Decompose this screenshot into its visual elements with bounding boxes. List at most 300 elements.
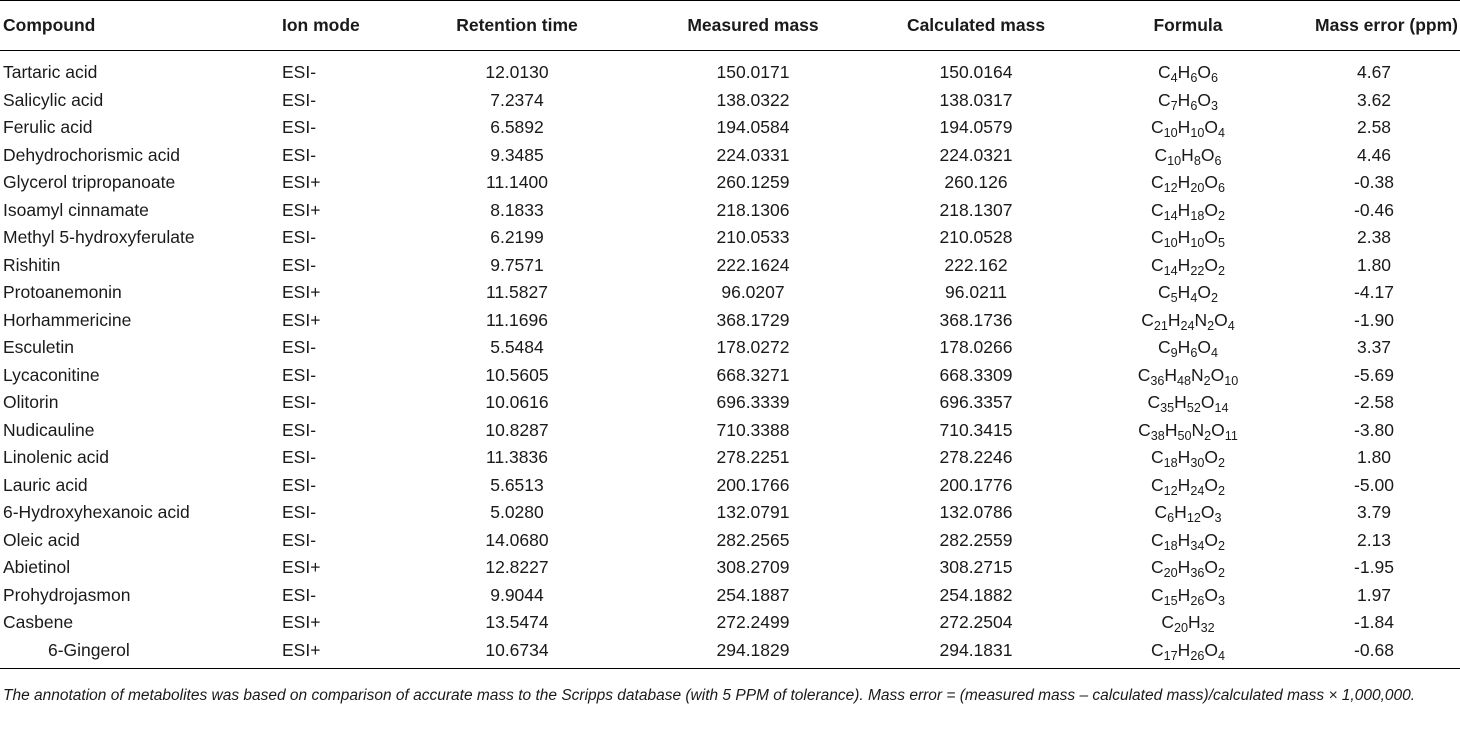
- formula-element: H: [1177, 584, 1191, 605]
- compound-cell: Dehydrochorismic acid: [3, 144, 181, 165]
- calculated-mass-cell: 132.0786: [939, 502, 1013, 523]
- mass-error-cell: 1.80: [1356, 447, 1392, 468]
- formula-subscript: 2: [1217, 456, 1225, 471]
- formula-cell: [1088, 582, 1288, 610]
- table-header: [0, 1, 1460, 51]
- formula-subscript: 2: [1217, 566, 1225, 581]
- measured-mass-cell: 200.1766: [716, 474, 790, 495]
- calculated-mass-cell: 218.1307: [939, 199, 1013, 220]
- formula-subscript: 2: [1217, 538, 1225, 553]
- ion-mode-cell: ESI-: [282, 364, 317, 385]
- formula-element: C: [1158, 89, 1171, 110]
- formula-element: C: [1151, 529, 1164, 550]
- formula-cell: [1088, 472, 1288, 500]
- formula-cell: [1088, 334, 1288, 362]
- ion-mode-cell: ESI-: [282, 227, 317, 248]
- table-row: [0, 87, 1460, 115]
- formula-cell: [1088, 499, 1288, 527]
- formula-subscript: 10: [1163, 126, 1178, 141]
- table-row: [0, 307, 1460, 335]
- formula-cell: [1088, 554, 1288, 582]
- ion-mode-cell: ESI-: [282, 502, 317, 523]
- measured-mass-cell: 282.2565: [716, 529, 790, 550]
- formula-subscript: 2: [1204, 428, 1212, 443]
- compound-cell: Salicylic acid: [3, 89, 104, 110]
- formula-element: H: [1164, 364, 1177, 385]
- formula-cell: [1088, 87, 1288, 115]
- measured-mass-cell: 294.1829: [642, 637, 864, 669]
- formula-element: O: [1197, 89, 1211, 110]
- ion-mode-cell: ESI-: [282, 419, 317, 440]
- compound-cell: Rishitin: [3, 254, 61, 275]
- formula-subscript: 18: [1190, 208, 1205, 223]
- formula-subscript: 4: [1227, 318, 1235, 333]
- calculated-mass-cell: 200.1776: [939, 474, 1013, 495]
- formula-subscript: 17: [1163, 648, 1178, 663]
- calculated-mass-cell: 224.0321: [939, 144, 1013, 165]
- formula-element: C: [1151, 227, 1164, 248]
- formula-subscript: 6: [1210, 71, 1218, 86]
- formula-subscript: 7: [1170, 98, 1178, 113]
- formula-element: O: [1204, 474, 1218, 495]
- formula-subscript: 4: [1190, 291, 1198, 306]
- retention-time-cell: 6.2199: [490, 227, 544, 248]
- retention-time-cell: 12.0130: [485, 62, 549, 83]
- measured-mass-cell: 696.3339: [716, 392, 790, 413]
- formula-element: C: [1151, 557, 1164, 578]
- mass-error-cell: 3.62: [1356, 89, 1392, 110]
- calculated-mass-cell: 668.3309: [939, 364, 1013, 385]
- formula-subscript: 14: [1214, 401, 1229, 416]
- table-row: [0, 417, 1460, 445]
- mass-error-cell: 1.80: [1356, 254, 1392, 275]
- formula-subscript: 24: [1180, 318, 1195, 333]
- retention-time-cell: 7.2374: [490, 89, 544, 110]
- retention-time-cell: 5.0280: [490, 502, 544, 523]
- formula-element: H: [1174, 392, 1187, 413]
- measured-mass-cell: 668.3271: [716, 364, 790, 385]
- ion-mode-cell: ESI-: [282, 89, 317, 110]
- formula-element: O: [1197, 282, 1211, 303]
- formula-element: C: [1158, 282, 1171, 303]
- formula-element: H: [1177, 89, 1191, 110]
- formula-element: O: [1214, 309, 1228, 330]
- formula-element: H: [1177, 172, 1191, 193]
- calculated-mass-cell: 368.1736: [939, 309, 1013, 330]
- ion-mode-cell: ESI-: [282, 447, 317, 468]
- compound-cell: Glycerol tripropanoate: [3, 172, 176, 193]
- measured-mass-cell: 272.2499: [716, 612, 790, 633]
- formula-subscript: 6: [1190, 98, 1198, 113]
- compound-cell: Tartaric acid: [3, 62, 98, 83]
- compound-cell: Ferulic acid: [3, 117, 93, 138]
- formula-element: C: [1141, 309, 1154, 330]
- ion-mode-cell: ESI+: [282, 557, 321, 578]
- retention-time-cell: 10.0616: [485, 392, 549, 413]
- ion-mode-cell: ESI+: [280, 637, 392, 669]
- formula-element: H: [1177, 254, 1191, 275]
- formula-subscript: 6: [1167, 511, 1175, 526]
- mass-error-cell: -1.84: [1354, 612, 1394, 633]
- formula-cell: [1088, 279, 1288, 307]
- formula-subscript: 2: [1217, 483, 1225, 498]
- table-row: [0, 252, 1460, 280]
- formula-subscript: 6: [1217, 181, 1225, 196]
- formula-element: H: [1177, 529, 1191, 550]
- formula-subscript: 52: [1186, 401, 1201, 416]
- formula-element: C: [1151, 474, 1164, 495]
- measured-mass-cell: 368.1729: [716, 309, 790, 330]
- formula-subscript: 20: [1163, 566, 1178, 581]
- formula-subscript: 22: [1190, 263, 1205, 278]
- table-row: [0, 169, 1460, 197]
- formula-element: O: [1210, 364, 1225, 385]
- formula-element: O: [1200, 502, 1215, 523]
- formula-cell: [1088, 114, 1288, 142]
- formula-subscript: 26: [1190, 648, 1205, 663]
- formula-subscript: 38: [1150, 428, 1165, 443]
- formula-element: O: [1200, 392, 1215, 413]
- measured-mass-cell: 218.1306: [716, 199, 790, 220]
- measured-mass-cell: 254.1887: [716, 584, 790, 605]
- table-row: [0, 197, 1460, 225]
- formula-element: O: [1204, 117, 1218, 138]
- formula-cell: [1088, 142, 1288, 170]
- formula-subscript: 18: [1163, 538, 1178, 553]
- calculated-mass-cell: 278.2246: [939, 447, 1013, 468]
- ion-mode-cell: ESI-: [282, 117, 317, 138]
- retention-time-cell: 10.5605: [485, 364, 549, 385]
- calculated-mass-cell: 178.0266: [939, 337, 1013, 358]
- ion-mode-cell: ESI+: [282, 612, 321, 633]
- compound-cell: 6-Gingerol: [0, 637, 280, 669]
- compound-cell: Casbene: [3, 612, 74, 633]
- formula-element: O: [1204, 557, 1218, 578]
- formula-subscript: 6: [1214, 153, 1222, 168]
- mass-error-cell: -3.80: [1354, 419, 1394, 440]
- formula-element: C: [1151, 254, 1164, 275]
- ion-mode-cell: ESI-: [282, 62, 317, 83]
- formula-element: C: [1151, 639, 1164, 660]
- formula-element: H: [1181, 144, 1194, 165]
- formula-subscript: 15: [1163, 593, 1178, 608]
- formula-subscript: 10: [1190, 236, 1205, 251]
- header-ion-mode: Ion mode: [280, 1, 392, 51]
- compound-cell: Lycaconitine: [3, 364, 100, 385]
- formula-subscript: 12: [1163, 181, 1178, 196]
- calculated-mass-cell: 150.0164: [939, 62, 1013, 83]
- table-row: [0, 389, 1460, 417]
- retention-time-cell: 10.8287: [485, 419, 549, 440]
- formula-subscript: 14: [1163, 208, 1178, 223]
- formula-subscript: 10: [1163, 236, 1178, 251]
- retention-time-cell: 12.8227: [485, 557, 549, 578]
- compound-cell: Nudicauline: [3, 419, 95, 440]
- formula-element: N: [1194, 309, 1208, 330]
- measured-mass-cell: 222.1624: [716, 254, 790, 275]
- compound-cell: 6-Hydroxyhexanoic acid: [3, 502, 190, 523]
- mass-error-cell: 3.37: [1356, 337, 1392, 358]
- formula-element: H: [1167, 309, 1181, 330]
- header-mass-error: Mass error (ppm): [1288, 1, 1460, 51]
- formula-subscript: 5: [1217, 236, 1225, 251]
- mass-error-cell: 2.13: [1356, 529, 1392, 550]
- formula-subscript: 2: [1210, 291, 1218, 306]
- retention-time-cell: 11.1696: [486, 309, 548, 330]
- formula-subscript: 10: [1190, 126, 1205, 141]
- ion-mode-cell: ESI+: [282, 172, 321, 193]
- formula-element: C: [1151, 172, 1164, 193]
- calculated-mass-cell: 282.2559: [939, 529, 1013, 550]
- mass-error-cell: 4.46: [1356, 144, 1392, 165]
- table-row: [0, 362, 1460, 390]
- formula-element: C: [1161, 612, 1174, 633]
- formula-subscript: 14: [1163, 263, 1178, 278]
- formula-cell: [1088, 307, 1288, 335]
- formula-subscript: 3: [1214, 511, 1222, 526]
- mass-error-cell: 1.97: [1356, 584, 1392, 605]
- table-row: [0, 51, 1460, 87]
- measured-mass-cell: 308.2709: [716, 557, 790, 578]
- formula-cell: [1088, 609, 1288, 637]
- compound-cell: Oleic acid: [3, 529, 80, 550]
- formula-subscript: 12: [1163, 483, 1178, 498]
- formula-element: C: [1151, 584, 1164, 605]
- formula-element: O: [1204, 529, 1218, 550]
- retention-time-cell: 11.1400: [486, 172, 548, 193]
- formula-element: H: [1177, 62, 1191, 83]
- table-footnote: The annotation of metabolites was based on comparison of accurate mass to the Scripps database (with 5 PPM of tolerance). Mass error = (measured mass – calculated mass)/calculated mass × 1,000,000.: [3, 687, 1416, 704]
- formula-element: H: [1177, 639, 1191, 660]
- mass-error-cell: -1.90: [1354, 309, 1394, 330]
- retention-time-cell: 6.5892: [490, 117, 544, 138]
- mass-error-cell: 3.79: [1356, 502, 1392, 523]
- calculated-mass-cell: 260.126: [944, 172, 1008, 193]
- formula-subscript: 10: [1224, 373, 1239, 388]
- formula-subscript: 4: [1170, 71, 1178, 86]
- measured-mass-cell: 224.0331: [716, 144, 790, 165]
- formula-element: C: [1151, 199, 1164, 220]
- formula-element: C: [1154, 502, 1168, 523]
- table-row: [0, 224, 1460, 252]
- formula-element: O: [1211, 419, 1225, 440]
- mass-error-cell: -0.38: [1354, 172, 1394, 193]
- compound-cell: Prohydrojasmon: [3, 584, 131, 605]
- formula-subscript: 21: [1153, 318, 1168, 333]
- formula-cell: [1088, 389, 1288, 417]
- formula-subscript: 9: [1170, 346, 1178, 361]
- formula-cell: [1088, 51, 1288, 87]
- formula-subscript: 36: [1150, 373, 1165, 388]
- formula-element: N: [1191, 419, 1205, 440]
- calculated-mass-cell: 696.3357: [939, 392, 1013, 413]
- header-compound: Compound: [0, 1, 280, 51]
- formula-element: H: [1177, 447, 1191, 468]
- calculated-mass-cell: 96.0211: [945, 282, 1007, 303]
- formula-element: C: [1138, 419, 1151, 440]
- formula-subscript: 20: [1190, 181, 1205, 196]
- ion-mode-cell: ESI-: [282, 529, 317, 550]
- calculated-mass-cell: 222.162: [944, 254, 1008, 275]
- retention-time-cell: 9.7571: [490, 254, 544, 275]
- retention-time-cell: 9.9044: [490, 584, 544, 605]
- mass-error-cell: 2.58: [1356, 117, 1392, 138]
- calculated-mass-cell: 710.3415: [939, 419, 1013, 440]
- table-body: [0, 51, 1460, 669]
- table-row: [0, 142, 1460, 170]
- formula-element: O: [1204, 227, 1218, 248]
- formula-element: C: [1137, 364, 1151, 385]
- formula-subscript: 2: [1207, 318, 1215, 333]
- formula-subscript: 3: [1217, 593, 1225, 608]
- table-row: [0, 554, 1460, 582]
- measured-mass-cell: 260.1259: [716, 172, 790, 193]
- retention-time-cell: 5.6513: [490, 474, 544, 495]
- formula-element: O: [1204, 172, 1218, 193]
- table-row: [0, 637, 1460, 669]
- formula-element: H: [1164, 419, 1178, 440]
- table-row: [0, 499, 1460, 527]
- mass-error-cell: 2.38: [1356, 227, 1392, 248]
- formula-element: O: [1204, 199, 1218, 220]
- retention-time-cell: 11.5827: [486, 282, 548, 303]
- table-row: [0, 472, 1460, 500]
- formula-cell: [1088, 197, 1288, 225]
- header-measured-mass: Measured mass: [642, 1, 864, 51]
- retention-time-cell: 8.1833: [490, 199, 544, 220]
- ion-mode-cell: ESI-: [282, 254, 317, 275]
- formula-element: C: [1158, 62, 1171, 83]
- formula-subscript: 5: [1170, 291, 1178, 306]
- mass-error-cell: -1.95: [1354, 557, 1394, 578]
- ion-mode-cell: ESI-: [282, 474, 317, 495]
- table-row: [0, 527, 1460, 555]
- measured-mass-cell: 150.0171: [716, 62, 790, 83]
- compound-cell: Linolenic acid: [3, 447, 110, 468]
- header-retention-time: Retention time: [392, 1, 642, 51]
- measured-mass-cell: 138.0322: [716, 89, 790, 110]
- formula-element: O: [1204, 639, 1218, 660]
- compound-cell: Isoamyl cinnamate: [3, 199, 149, 220]
- formula-subscript: 6: [1190, 346, 1198, 361]
- mass-error-cell: -0.68: [1288, 637, 1460, 669]
- formula-cell: [1088, 444, 1288, 472]
- compound-cell: Olitorin: [3, 392, 59, 413]
- ion-mode-cell: ESI-: [282, 584, 317, 605]
- compound-cell: Protoanemonin: [3, 282, 122, 303]
- mass-error-cell: -5.69: [1354, 364, 1394, 385]
- compound-cell: Esculetin: [3, 337, 75, 358]
- formula-element: H: [1177, 474, 1191, 495]
- formula-subscript: 2: [1203, 373, 1211, 388]
- header-row: [0, 1, 1460, 51]
- formula-cell: [1088, 417, 1288, 445]
- formula-cell: [1088, 637, 1288, 669]
- formula-cell: [1088, 362, 1288, 390]
- formula-element: H: [1177, 199, 1191, 220]
- formula-element: O: [1204, 584, 1218, 605]
- formula-subscript: 26: [1190, 593, 1205, 608]
- calculated-mass-cell: 138.0317: [939, 89, 1013, 110]
- formula-element: H: [1177, 227, 1191, 248]
- formula-subscript: 35: [1160, 401, 1175, 416]
- formula-subscript: 30: [1190, 456, 1205, 471]
- formula-element: H: [1177, 117, 1191, 138]
- formula-subscript: 36: [1190, 566, 1205, 581]
- formula-cell: [1088, 224, 1288, 252]
- measured-mass-cell: 178.0272: [716, 337, 790, 358]
- formula-element: O: [1204, 254, 1218, 275]
- formula-element: C: [1151, 447, 1164, 468]
- calculated-mass-cell: 254.1882: [939, 584, 1013, 605]
- ion-mode-cell: ESI-: [282, 392, 317, 413]
- compound-cell: Methyl 5-hydroxyferulate: [3, 227, 195, 248]
- calculated-mass-cell: 194.0579: [939, 117, 1013, 138]
- formula-subscript: 12: [1186, 511, 1201, 526]
- mass-error-cell: 4.67: [1356, 62, 1392, 83]
- mass-error-cell: -2.58: [1354, 392, 1394, 413]
- retention-time-cell: 9.3485: [490, 144, 544, 165]
- measured-mass-cell: 710.3388: [716, 419, 790, 440]
- formula-subscript: 4: [1210, 346, 1218, 361]
- retention-time-cell: 5.5484: [490, 337, 544, 358]
- formula-element: C: [1154, 144, 1168, 165]
- table-row: [0, 114, 1460, 142]
- formula-element: O: [1204, 447, 1218, 468]
- compound-cell: Abietinol: [3, 557, 71, 578]
- formula-subscript: 32: [1200, 621, 1215, 636]
- formula-cell: [1088, 169, 1288, 197]
- formula-subscript: 8: [1193, 153, 1201, 168]
- formula-subscript: 10: [1167, 153, 1182, 168]
- formula-subscript: 2: [1217, 208, 1225, 223]
- header-formula: Formula: [1088, 1, 1288, 51]
- formula-subscript: 4: [1217, 648, 1225, 663]
- header-calculated-mass: Calculated mass: [864, 1, 1088, 51]
- measured-mass-cell: 278.2251: [716, 447, 790, 468]
- table-row: [0, 279, 1460, 307]
- compound-cell: Lauric acid: [3, 474, 88, 495]
- formula-element: H: [1177, 557, 1191, 578]
- formula-subscript: 50: [1177, 428, 1192, 443]
- formula-subscript: 20: [1173, 621, 1188, 636]
- formula-element: C: [1158, 337, 1171, 358]
- table-row: [0, 582, 1460, 610]
- ion-mode-cell: ESI-: [282, 144, 317, 165]
- compound-cell: Horhammericine: [3, 309, 132, 330]
- measured-mass-cell: 132.0791: [716, 502, 790, 523]
- formula-element: O: [1197, 337, 1211, 358]
- formula-subscript: 34: [1190, 538, 1205, 553]
- formula-subscript: 11: [1224, 428, 1238, 443]
- mass-error-cell: -0.46: [1354, 199, 1394, 220]
- table-row: [0, 334, 1460, 362]
- formula-subscript: 18: [1163, 456, 1178, 471]
- ion-mode-cell: ESI+: [282, 199, 321, 220]
- formula-subscript: 6: [1190, 71, 1198, 86]
- formula-element: H: [1174, 502, 1187, 523]
- retention-time-cell: 11.3836: [486, 447, 548, 468]
- formula-element: N: [1191, 364, 1204, 385]
- formula-subscript: 4: [1217, 126, 1225, 141]
- formula-subscript: 3: [1210, 98, 1218, 113]
- calculated-mass-cell: 294.1831: [864, 637, 1088, 669]
- formula-element: H: [1177, 282, 1191, 303]
- formula-cell: [1088, 527, 1288, 555]
- ion-mode-cell: ESI+: [282, 309, 321, 330]
- formula-element: H: [1188, 612, 1201, 633]
- calculated-mass-cell: 210.0528: [939, 227, 1013, 248]
